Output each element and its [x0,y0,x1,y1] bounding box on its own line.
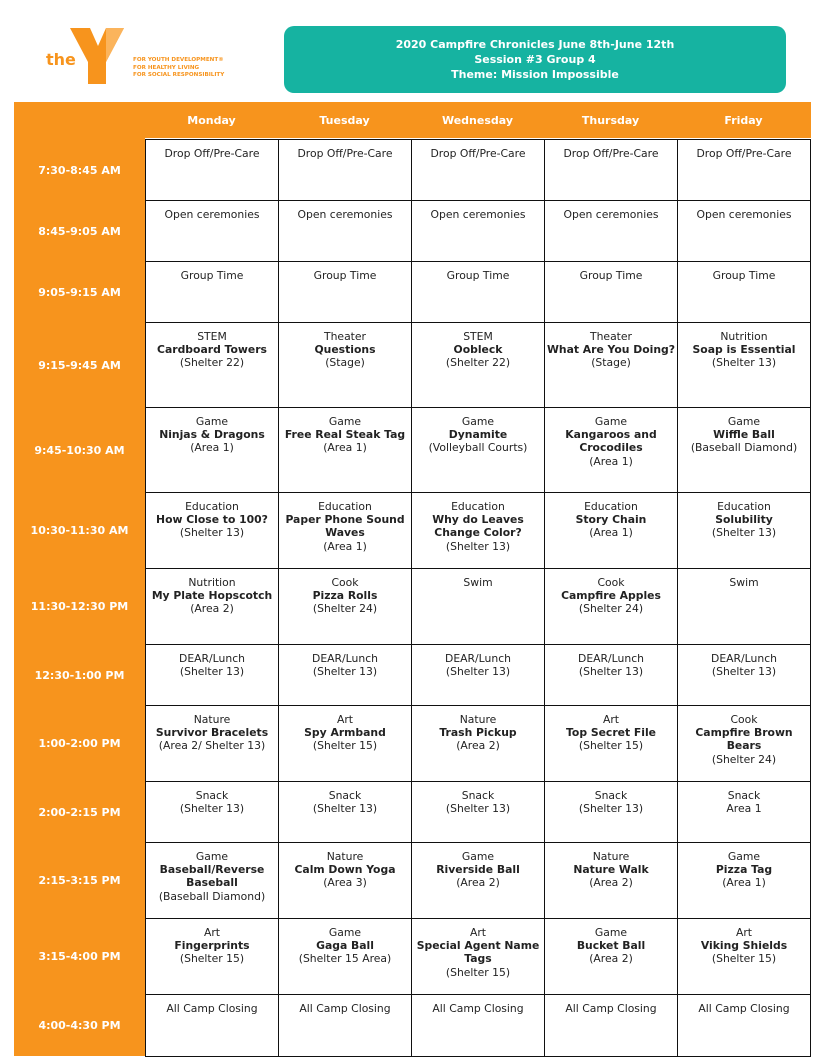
time-slot-label: 11:30-12:30 PM [30,600,129,613]
day-header-thursday: Thursday [581,113,640,127]
schedule-cell-monday [145,407,279,494]
time-slot-label: 1:00-2:00 PM [38,737,121,750]
activity-location: (Shelter 24) [711,752,777,766]
activity-type: Game [727,850,761,863]
activity-title: Dynamite [448,428,508,442]
schedule-table [14,102,811,1056]
time-slot-label: 3:15-4:00 PM [38,950,121,963]
schedule-cell-wednesday [411,139,545,202]
activity-type: Drop Off/Pre-Care [563,147,659,160]
activity-type: Nutrition [720,330,768,343]
activity-type: DEAR/Lunch [711,652,777,665]
header-banner [284,26,786,93]
activity-location: (Shelter 24) [312,602,378,616]
activity-location: (Area 1) [589,526,633,540]
schedule-cell-friday [677,492,811,570]
activity-title: Wiffle Ball [713,428,775,442]
activity-title: Why do Leaves Change Color? [432,513,524,540]
activity-location: (Shelter 13) [578,665,644,679]
activity-title: Calm Down Yoga [294,863,396,877]
schedule-cell-monday [145,781,279,844]
activity-title: Spy Armband [304,726,386,740]
schedule-cell-thursday [544,139,678,202]
schedule-cell-thursday [544,994,678,1057]
schedule-cell-friday [677,322,811,409]
schedule-cell-wednesday [411,842,545,920]
activity-location: (Stage) [325,356,365,370]
activity-location: (Shelter 15) [445,965,511,979]
schedule-cell-thursday [544,781,678,844]
activity-type: Group Time [712,269,776,282]
activity-title: Survivor Bracelets [155,726,269,740]
activity-type: Nature [592,850,630,863]
time-slot-label: 2:00-2:15 PM [38,805,121,819]
activity-location: (Area 1) [323,441,367,455]
day-header-wednesday: Wednesday [441,113,514,127]
activity-location: (Shelter 13) [445,802,511,816]
schedule-cell-monday [145,261,279,324]
activity-type: Game [594,415,628,428]
activity-type: Cook [730,713,758,726]
schedule-cell-monday [145,994,279,1057]
activity-title: Free Real Steak Tag [284,428,406,442]
activity-location: (Area 1) [589,454,633,468]
schedule-cell-tuesday [278,994,412,1057]
activity-title: Fingerprints [174,939,250,953]
activity-type: Group Time [446,269,510,282]
activity-type: Education [717,500,771,513]
activity-type: Drop Off/Pre-Care [430,147,526,160]
schedule-cell-thursday [544,918,678,996]
banner-session: Session #3 Group 4 [474,53,596,66]
activity-type: Game [328,926,362,939]
activity-type: Snack [195,789,229,802]
activity-title: Oobleck [453,343,503,357]
activity-type: Game [195,850,229,863]
schedule-cell-wednesday [411,322,545,409]
activity-type: STEM [197,330,227,343]
activity-location: (Shelter 22) [445,356,511,370]
time-slot-label: 8:45-9:05 AM [38,224,121,238]
activity-title: What Are You Doing? [546,343,675,357]
schedule-cell-monday [145,842,279,920]
activity-title: Top Secret File [565,726,656,740]
activity-location: (Area 2) [456,739,500,753]
activity-title: Paper Phone Sound Waves [285,513,405,540]
activity-type: Nature [193,713,231,726]
schedule-cell-thursday [544,261,678,324]
activity-location: (Area 2/ Shelter 13) [158,739,266,753]
schedule-cell-wednesday [411,492,545,570]
activity-type: Art [336,713,354,726]
activity-location: (Shelter 15) [711,952,777,966]
schedule-cell-tuesday [278,705,412,783]
activity-title: Campfire Apples [561,589,661,603]
schedule-cell-friday [677,781,811,844]
activity-type: Open ceremonies [563,208,659,221]
activity-type: Drop Off/Pre-Care [696,147,792,160]
activity-location: (Shelter 13) [711,665,777,679]
schedule-cell-friday [677,139,811,202]
banner-title: 2020 Campfire Chronicles June 8th-June 12th [395,38,675,51]
activity-type: DEAR/Lunch [179,652,245,665]
activity-location: (Shelter 13) [445,539,511,553]
schedule-cell-monday [145,139,279,202]
activity-title: Riverside Ball [436,863,520,877]
activity-type: All Camp Closing [698,1002,790,1015]
day-header-friday: Friday [724,113,763,127]
activity-type: All Camp Closing [166,1002,258,1015]
activity-location: (Shelter 13) [179,665,245,679]
activity-type: Open ceremonies [297,208,393,221]
schedule-cell-tuesday [278,918,412,996]
activity-title: Questions [314,343,376,357]
activity-title: Nature Walk [573,863,649,877]
schedule-cell-monday [145,200,279,263]
schedule-cell-friday [677,568,811,646]
schedule-cell-thursday [544,492,678,570]
activity-type: Nature [326,850,364,863]
schedule-cell-tuesday [278,568,412,646]
schedule-cell-tuesday [278,322,412,409]
activity-location: (Shelter 15) [312,739,378,753]
time-slot-label: 2:15-3:15 PM [38,874,121,887]
schedule-cell-wednesday [411,261,545,324]
activity-location: (Baseball Diamond) [158,889,266,903]
activity-type: Art [203,926,221,939]
schedule-cell-wednesday [411,705,545,783]
activity-title: Pizza Tag [715,863,773,877]
activity-location: (Area 1) [323,539,367,553]
activity-type: Snack [328,789,362,802]
banner-theme: Theme: Mission Impossible [451,68,619,81]
activity-title: Kangaroos and Crocodiles [565,428,657,455]
time-slot-label: 9:45-10:30 AM [34,443,125,457]
activity-title: Gaga Ball [316,939,374,953]
activity-location: (Area 3) [323,876,367,890]
activity-type: Theater [323,330,366,343]
time-slot-label: 9:05-9:15 AM [38,285,121,299]
activity-title: Baseball/Reverse Baseball [159,863,265,890]
day-header-monday: Monday [187,113,236,127]
schedule-cell-tuesday [278,407,412,494]
ymca-y-icon [66,26,128,88]
schedule-cell-thursday [544,705,678,783]
activity-location: (Shelter 13) [312,665,378,679]
activity-type: Group Time [313,269,377,282]
activity-type: Group Time [579,269,643,282]
schedule-cell-tuesday [278,200,412,263]
activity-title: Cardboard Towers [157,343,267,357]
activity-type: Education [185,500,239,513]
schedule-cell-monday [145,492,279,570]
activity-title: My Plate Hopscotch [151,589,273,603]
schedule-cell-thursday [544,200,678,263]
activity-location: (Shelter 13) [179,802,245,816]
activity-type: STEM [463,330,493,343]
activity-type: All Camp Closing [565,1002,657,1015]
time-slot-label: 7:30-8:45 AM [38,163,121,177]
activity-type: Game [461,415,495,428]
activity-type: DEAR/Lunch [578,652,644,665]
schedule-cell-friday [677,994,811,1057]
schedule-cell-thursday [544,842,678,920]
activity-location: (Shelter 22) [179,356,245,370]
time-slot-label: 10:30-11:30 AM [30,524,129,537]
schedule-cell-tuesday [278,492,412,570]
activity-type: Snack [594,789,628,802]
activity-type: Group Time [180,269,244,282]
activity-type: All Camp Closing [432,1002,524,1015]
schedule-cell-thursday [544,407,678,494]
schedule-cell-wednesday [411,781,545,844]
schedule-cell-monday [145,568,279,646]
activity-location: (Shelter 24) [578,602,644,616]
schedule-cell-tuesday [278,781,412,844]
activity-title: Special Agent Name Tags [416,939,540,966]
schedule-cell-tuesday [278,644,412,707]
schedule-cell-wednesday [411,407,545,494]
time-slot-label: 4:00-4:30 PM [38,1018,121,1032]
activity-type: Drop Off/Pre-Care [297,147,393,160]
activity-type: Snack [461,789,495,802]
activity-title: Campfire Brown Bears [695,726,793,753]
activity-type: All Camp Closing [299,1002,391,1015]
activity-type: Nature [459,713,497,726]
activity-type: Open ceremonies [430,208,526,221]
activity-title: Ninjas & Dragons [159,428,265,442]
time-slot-label: 12:30-1:00 PM [34,668,125,682]
activity-type: Game [727,415,761,428]
activity-type: Nutrition [188,576,236,589]
activity-location: (Shelter 13) [711,356,777,370]
activity-type: Cook [331,576,359,589]
schedule-cell-wednesday [411,568,545,646]
activity-location: (Volleyball Courts) [428,441,528,455]
logo-tagline: FOR YOUTH DEVELOPMENT® FOR HEALTHY LIVING FOR SOCIAL RESPONSIBILITY [133,57,225,78]
activity-location: (Area 1) [722,876,766,890]
schedule-cell-tuesday [278,261,412,324]
logo-word: the [46,50,76,69]
schedule-cell-monday [145,644,279,707]
activity-title: Soap is Essential [692,343,796,357]
activity-location: (Shelter 15) [578,739,644,753]
activity-type: Art [735,926,753,939]
schedule-cell-wednesday [411,918,545,996]
ymca-logo [42,24,242,90]
schedule-cell-wednesday [411,200,545,263]
activity-location: (Baseball Diamond) [690,441,798,455]
schedule-cell-thursday [544,322,678,409]
activity-type: Theater [589,330,632,343]
activity-type: Cook [597,576,625,589]
schedule-cell-friday [677,842,811,920]
activity-title: Viking Shields [700,939,788,953]
schedule-cell-monday [145,705,279,783]
schedule-cell-friday [677,918,811,996]
activity-title: Pizza Rolls [312,589,378,603]
activity-title: Solubility [715,513,773,527]
schedule-cell-friday [677,407,811,494]
activity-type: Snack [727,789,761,802]
schedule-cell-wednesday [411,994,545,1057]
activity-location: (Shelter 13) [445,665,511,679]
activity-type: Game [461,850,495,863]
activity-type: Game [195,415,229,428]
activity-type: Education [318,500,372,513]
activity-location: (Stage) [591,356,631,370]
time-slot-label: 9:15-9:45 AM [38,358,121,372]
schedule-cell-friday [677,261,811,324]
activity-location: (Shelter 13) [179,526,245,540]
schedule-cell-monday [145,918,279,996]
activity-title: Story Chain [575,513,647,527]
activity-location: (Area 2) [589,876,633,890]
activity-type: Education [451,500,505,513]
activity-location: (Shelter 15 Area) [298,952,392,966]
activity-type: Art [469,926,487,939]
activity-title: How Close to 100? [156,513,268,527]
schedule-cell-thursday [544,568,678,646]
activity-type: Open ceremonies [696,208,792,221]
activity-title: Bucket Ball [576,939,646,953]
activity-type: Education [584,500,638,513]
schedule-cell-friday [677,200,811,263]
activity-location: (Area 2) [190,602,234,616]
activity-type: Swim [729,576,759,589]
schedule-cell-thursday [544,644,678,707]
schedule-cell-tuesday [278,842,412,920]
schedule-cell-friday [677,644,811,707]
schedule-cell-wednesday [411,644,545,707]
activity-type: Open ceremonies [164,208,260,221]
activity-location: (Area 2) [589,952,633,966]
activity-type: DEAR/Lunch [312,652,378,665]
activity-location: (Shelter 15) [179,952,245,966]
activity-type: DEAR/Lunch [445,652,511,665]
activity-type: Game [328,415,362,428]
activity-type: Drop Off/Pre-Care [164,147,260,160]
activity-location: (Area 1) [190,441,234,455]
schedule-cell-monday [145,322,279,409]
activity-location: Area 1 [726,802,762,816]
activity-location: (Shelter 13) [312,802,378,816]
activity-location: (Shelter 13) [578,802,644,816]
activity-type: Swim [463,576,493,589]
schedule-cell-tuesday [278,139,412,202]
activity-type: Game [594,926,628,939]
activity-location: (Area 2) [456,876,500,890]
day-header-tuesday: Tuesday [319,113,370,127]
activity-type: Art [602,713,620,726]
activity-title: Trash Pickup [439,726,517,740]
activity-location: (Shelter 13) [711,526,777,540]
schedule-cell-friday [677,705,811,783]
